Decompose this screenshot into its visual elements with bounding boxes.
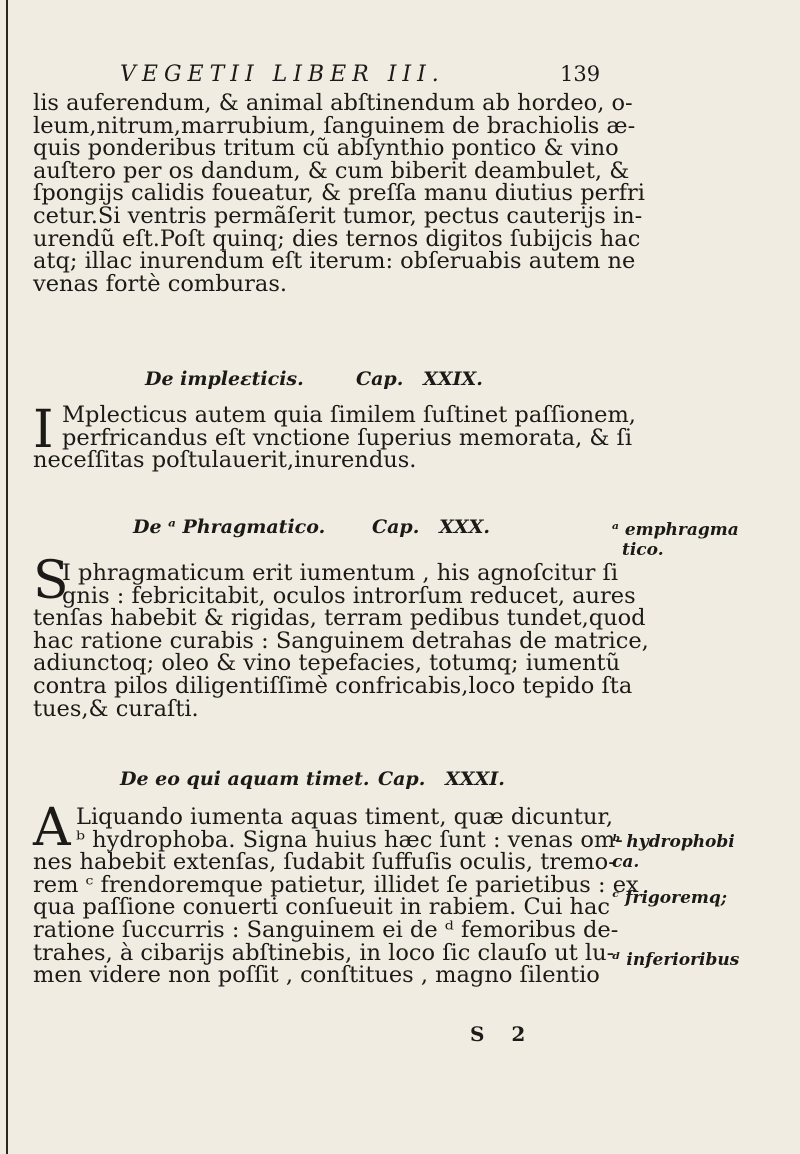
- page-number: 139: [560, 62, 601, 86]
- drop-cap: I: [33, 400, 54, 460]
- text-line: Liquando iumenta aquas timent, quæ dicuntur,: [76, 804, 613, 830]
- note-line: ᵃ emphragma: [612, 520, 739, 540]
- text-line: qua paſſione conuerti conſueuit in rabiem. Cui hac: [33, 894, 611, 921]
- drop-cap: S: [33, 551, 69, 611]
- note-line: ᵇ hydrophobi: [612, 832, 735, 852]
- paragraph-continued: [33, 90, 645, 297]
- text-line: lis auferendum, & animal abſtinendum ab hordeo, o-: [33, 90, 633, 116]
- text-line: neceſſitas poſtulauerit,inurendus.: [33, 447, 417, 474]
- signature-mark: S 2: [470, 1022, 536, 1046]
- running-head: [120, 62, 620, 92]
- text-line: atq; illac inurendum eſt iterum: obſeruabis autem ne: [33, 248, 636, 275]
- text-line: men videre non poſſit , conſtitues , magno ſilentio: [33, 962, 600, 989]
- text-line: tenſas habebit & rigidas, terram pedibus tundet,quod: [33, 605, 646, 632]
- chapter-29-body: [33, 402, 636, 474]
- text-line: cetur.Si ventris permãſerit tumor, pectus cauterijs in-: [33, 202, 643, 229]
- text-line: leum,nitrum,marrubium, ſanguinem de brachiolis æ-: [33, 112, 636, 139]
- note-line: tico.: [622, 540, 664, 560]
- text-line: contra pilos diligentiſſimè confricabis,loco tepido ſta: [33, 672, 633, 699]
- text-line: I phragmaticum erit iumentum , his agnoſcitur ſi: [62, 560, 619, 586]
- text-line: trahes, à cibarijs abſtinebis, in loco ſic clauſo ut lu-: [33, 939, 615, 966]
- chapter-29-title: De impleɛticis.: [145, 368, 304, 390]
- text-line: gnis : febricitabit, oculos introrſum reducet, aures: [62, 582, 636, 609]
- note-line: ᶜ frigoremq;: [612, 888, 728, 908]
- text-line: nes habebit extenſas, ſudabit ſuffuſis oculis, tremo-: [33, 849, 616, 876]
- text-line: ratione ſuccurris : Sanguinem ei de ᵈ femoribus de-: [33, 916, 619, 943]
- text-line: adiunctoq; oleo & vino tepefacies, totumq; iumentũ: [33, 650, 621, 677]
- margin-note: [612, 520, 772, 560]
- text-line: quis ponderibus tritum cũ abſynthio pontico & vino: [33, 135, 619, 162]
- text-line: ſpongijs calidis foueatur, & preſſa manu diutius perfri: [33, 180, 645, 207]
- margin-note: [612, 888, 772, 908]
- text-line: auſtero per os dandum, & cum biberit deambulet, &: [33, 157, 630, 184]
- note-line: ᵈ inferioribus: [612, 950, 740, 970]
- text-line: rem ᶜ frendoremque patietur, illidet ſe parietibus : ex: [33, 871, 639, 898]
- chapter-30-body: [33, 560, 649, 722]
- margin-note: [612, 950, 772, 970]
- drop-cap: A: [33, 798, 71, 858]
- running-title: VEGETII LIBER III.: [120, 62, 445, 87]
- text-line: Mplecticus autem quia ſimilem ſuſtinet paſſionem,: [62, 402, 636, 428]
- chapter-31-title: De eo qui aquam timet.: [120, 768, 370, 790]
- text-line: perfricandus eſt vnctione ſuperius memorata, & ſi: [62, 424, 633, 451]
- text-line: hac ratione curabis : Sanguinem detrahas de matrice,: [33, 627, 649, 654]
- text-line: urendũ eſt.Poſt quinq; dies ternos digitos ſubijcis hac: [33, 225, 641, 252]
- note-line: ca.: [612, 852, 640, 872]
- chapter-30-title: De ᵃ Phragmatico.: [133, 516, 326, 538]
- text-line: venas fortè comburas.: [33, 270, 288, 297]
- text-line: tues,& curaſti.: [33, 695, 199, 722]
- binding-edge: [6, 0, 8, 1154]
- text-line: ᵇ hydrophoba. Signa huius hæc ſunt : venas om-: [76, 826, 623, 853]
- chapter-29-number: Cap. XXIX.: [356, 368, 483, 390]
- margin-note: [612, 832, 772, 872]
- chapter-31-number: Cap. XXXI.: [378, 768, 505, 790]
- chapter-30-number: Cap. XXX.: [372, 516, 491, 538]
